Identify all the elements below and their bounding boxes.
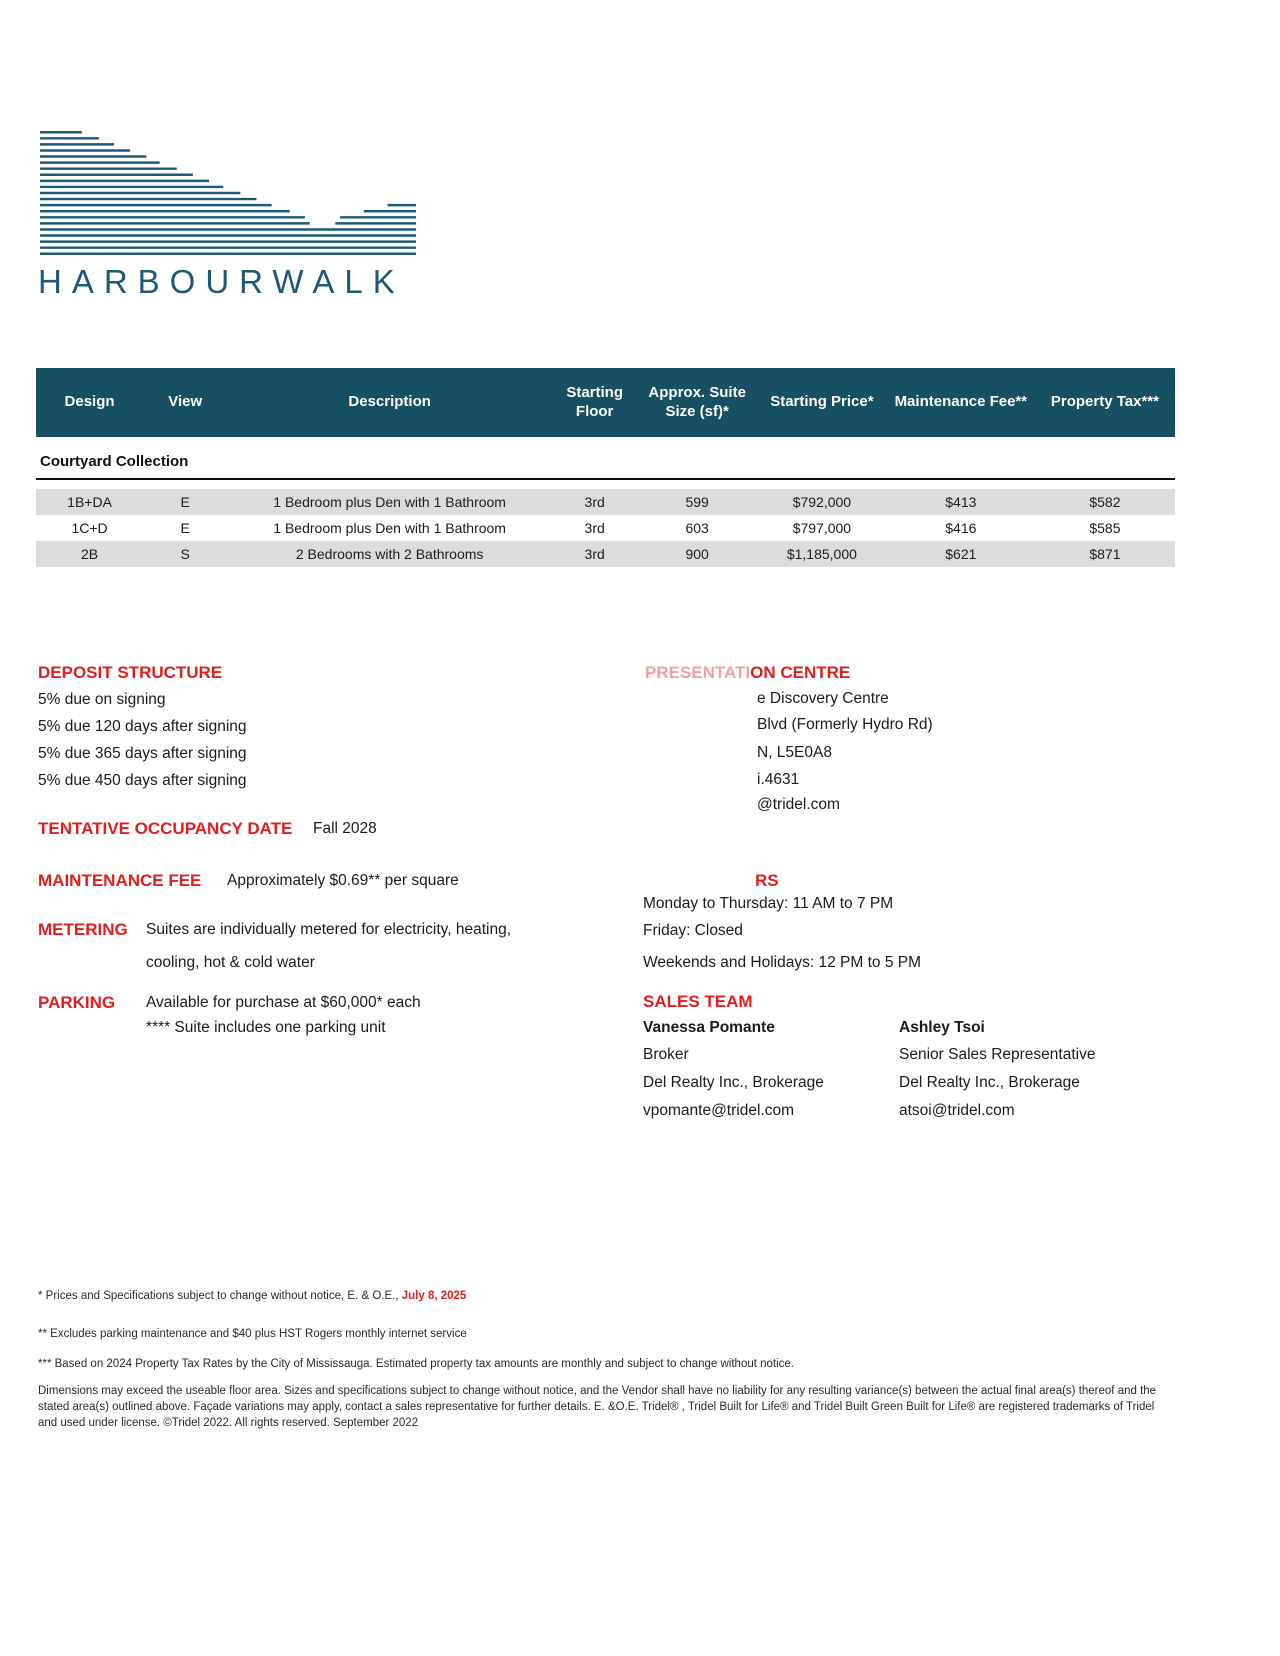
price-table-header [36,368,1175,437]
column-header-maintenance-fee: Maintenance Fee** [887,368,1035,437]
cell-property-tax: $582 [1035,489,1175,515]
sales-member-name: Vanessa Pomante [643,1019,775,1036]
cell-maintenance-fee: $413 [887,489,1035,515]
presentation-heading-solid-part: ON CENTRE [750,663,851,682]
column-header-suite-size: Approx. Suite Size (sf)* [637,368,757,437]
cell-starting-price: $797,000 [792,520,852,536]
cell-description: 1 Bedroom plus Den with 1 Bathroom [227,489,552,515]
cell-design: 2B [36,541,143,567]
presentation-line: Blvd (Formerly Hydro Rd) [757,716,933,733]
cell-property-tax: $871 [1035,541,1175,567]
sales-member-company: Del Realty Inc., Brokerage [643,1074,824,1091]
parking-heading: PARKING [38,993,116,1012]
legal-disclaimer: Dimensions may exceed the useable floor area. Sizes and specifications subject to change without notice, and the Vendor shall have no liability for any resulting variance(s) between the actual final area(s) thereof and the stated area(s) outlined above. Façade variations may apply, contact a sales representative for further details. E. &O.E. Tridel® , Tridel Built for Life® and Tridel Built Green Built for Life® are registered trademarks of Tridel and used under license. ©Tridel 2022. All rights reserved. September 2022 [38,1385,1157,1429]
brand-wordmark: HARBOURWALK [38,263,405,300]
deposit-structure-heading: DEPOSIT STRUCTURE [38,663,223,682]
footnote-maintenance: ** Excludes parking maintenance and $40 plus HST Rogers monthly internet service [38,1328,467,1340]
price-table-body [36,489,1175,567]
occupancy-date-heading: TENTATIVE OCCUPANCY DATE [38,819,293,838]
cell-description: 1 Bedroom plus Den with 1 Bathroom [273,520,506,536]
sales-member-email: vpomante@tridel.com [643,1102,794,1119]
hours-heading-fragment: RS [755,871,779,890]
cell-view: E [180,520,190,536]
cell-view: S [143,541,227,567]
footnote-date: July 8, 2025 [401,1290,467,1302]
cell-starting-floor: 3rd [552,489,637,515]
parking-line: Available for purchase at $60,000* each [146,994,421,1011]
cell-suite-size: 599 [637,489,757,515]
maintenance-fee-heading: MAINTENANCE FEE [38,871,202,890]
metering-heading: METERING [38,920,128,939]
footnote-property-tax: *** Based on 2024 Property Tax Rates by the City of Mississauga. Estimated property tax amounts are monthly and subject to change without notice. [38,1358,795,1370]
table-row [36,541,1175,567]
sales-member-company: Del Realty Inc., Brokerage [899,1074,1080,1091]
metering-line: cooling, hot & cold water [146,954,315,971]
harbourwalk-logo-icon [40,127,416,264]
cell-property-tax: $585 [1089,520,1121,536]
sales-member-name: Ashley Tsoi [899,1019,985,1036]
hours-line: Friday: Closed [643,922,743,939]
column-header-view: View [143,368,227,437]
cell-description: 2 Bedrooms with 2 Bathrooms [227,541,552,567]
cell-maintenance-fee: $621 [887,541,1035,567]
presentation-centre-heading [645,663,850,683]
column-header-starting-floor: Starting Floor [552,368,637,437]
cell-starting-floor: 3rd [552,541,637,567]
cell-design: 1C+D [71,520,108,536]
parking-line: **** Suite includes one parking unit [146,1019,386,1036]
hours-line: Weekends and Holidays: 12 PM to 5 PM [643,954,921,971]
maintenance-fee-value: Approximately $0.69** per square [227,872,459,889]
column-header-description: Description [227,368,552,437]
column-header-property-tax: Property Tax*** [1035,368,1175,437]
table-row [36,515,1175,541]
deposit-line: 5% due on signing [38,691,166,708]
cell-maintenance-fee: $416 [945,520,977,536]
column-header-starting-price: Starting Price* [757,368,887,437]
sales-member-email: atsoi@tridel.com [899,1102,1015,1119]
cell-design: 1B+DA [36,489,143,515]
section-divider [36,478,1175,480]
deposit-line: 5% due 365 days after signing [38,745,247,762]
presentation-line: i.4631 [757,771,800,788]
occupancy-date-value: Fall 2028 [313,820,377,837]
cell-starting-floor: 3rd [584,520,605,536]
cell-starting-price: $792,000 [757,489,887,515]
sales-member-title: Senior Sales Representative [899,1046,1096,1063]
cell-suite-size: 603 [685,520,709,536]
collection-section-title: Courtyard Collection [40,453,189,470]
metering-line: Suites are individually metered for electricity, heating, [146,921,511,938]
hours-line: Monday to Thursday: 11 AM to 7 PM [643,895,894,912]
footnote-prices-text: * Prices and Specifications subject to change without notice, E. & O.E., [38,1290,402,1302]
column-header-design: Design [36,368,143,437]
deposit-line: 5% due 120 days after signing [38,718,247,735]
presentation-heading-faded-part: PRESENTATI [645,663,751,682]
cell-suite-size: 900 [637,541,757,567]
footnote-prices [38,1290,466,1302]
sales-team-heading: SALES TEAM [643,992,753,1011]
sales-member-title: Broker [643,1046,689,1063]
cell-starting-price: $1,185,000 [757,541,887,567]
presentation-line: e Discovery Centre [757,690,889,707]
table-row [36,489,1175,515]
deposit-line: 5% due 450 days after signing [38,772,247,789]
presentation-line: N, L5E0A8 [757,744,832,761]
cell-view: E [143,489,227,515]
presentation-line: @tridel.com [757,796,840,813]
